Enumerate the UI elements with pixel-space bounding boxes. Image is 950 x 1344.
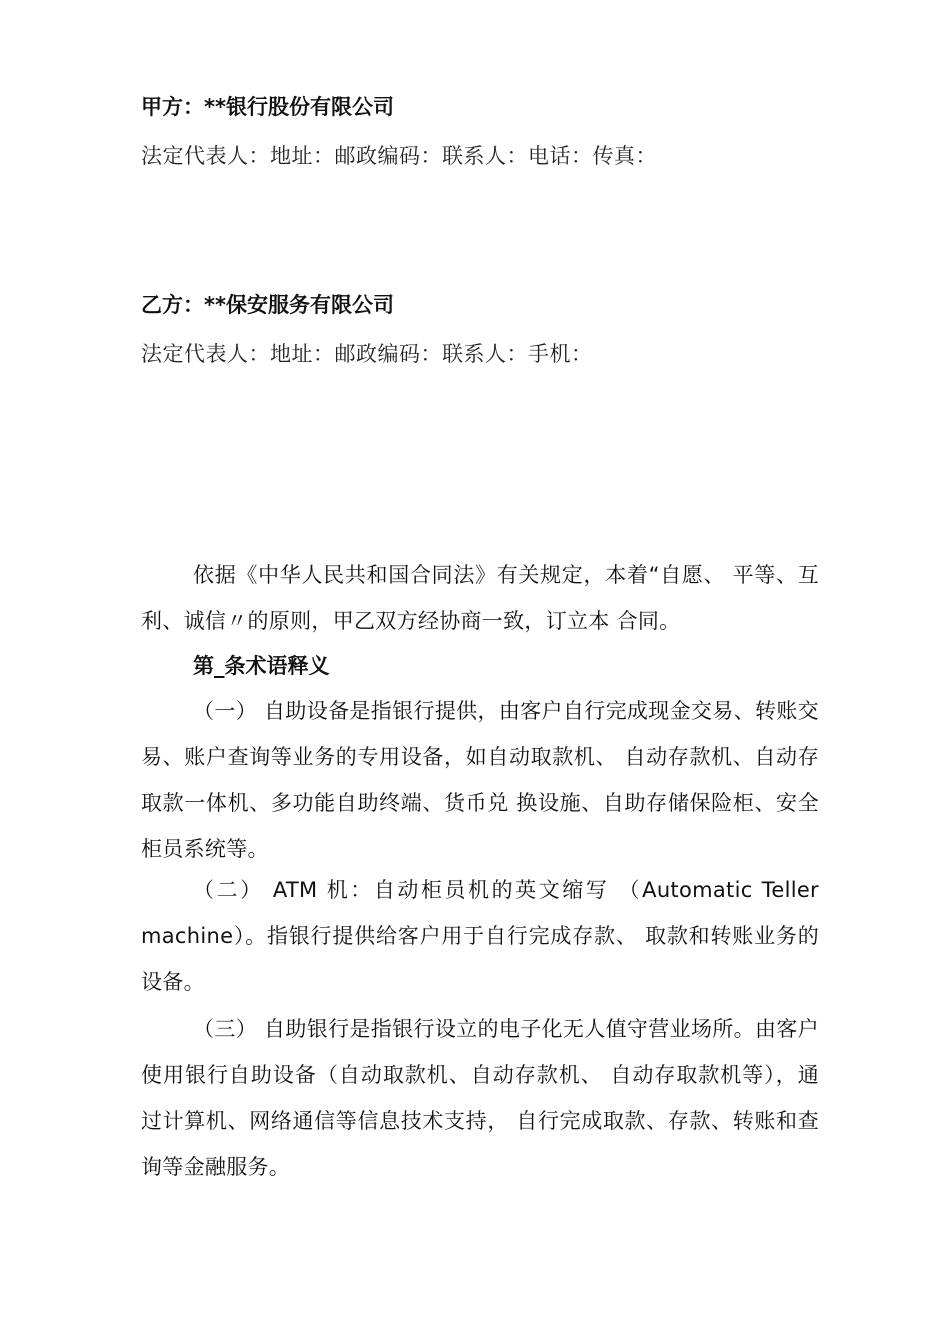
party-b-info: 法定代表人：地址：邮政编码：联系人：手机： (141, 342, 593, 366)
party-b-title: 乙方：**保安服务有限公司 (141, 293, 394, 317)
article-1-item-2: （二） ATM 机：自动柜员机的英文缩写 （Automatic Teller machine）。指银行提供给客户用于自行完成存款、 取款和转账业务的设备。 (141, 878, 819, 994)
article-1-item-1: （一） 自助设备是指银行提供，由客户自行完成现金交易、转账交易、账户查询等业务的专用设备，如自动取款机、 自动存款机、自动存取款一体机、多功能自助终端、货币兑 换设施、自助存储保险柜、安全柜员系统等。 (141, 699, 819, 861)
article-1-item-3: （三） 自助银行是指银行设立的电子化无人值守营业场所。由客户使用银行自助设备（自动取款机、自动存款机、 自动存取款机等），通过计算机、网络通信等信息技术支持， 自行完成取款、存款、转账和查询等金融服务。 (141, 1017, 819, 1179)
article-1-heading: 第_条术语释义 (193, 654, 330, 678)
party-a-title: 甲方：**银行股份有限公司 (141, 95, 394, 119)
preamble-paragraph: 依据《中华人民共和国合同法》有关规定，本着“自愿、 平等、互利、诚信〃的原则，甲乙双方经协商一致，订立本 合同。 (141, 563, 819, 633)
party-a-info: 法定代表人：地址：邮政编码：联系人：电话：传真： (141, 144, 657, 168)
